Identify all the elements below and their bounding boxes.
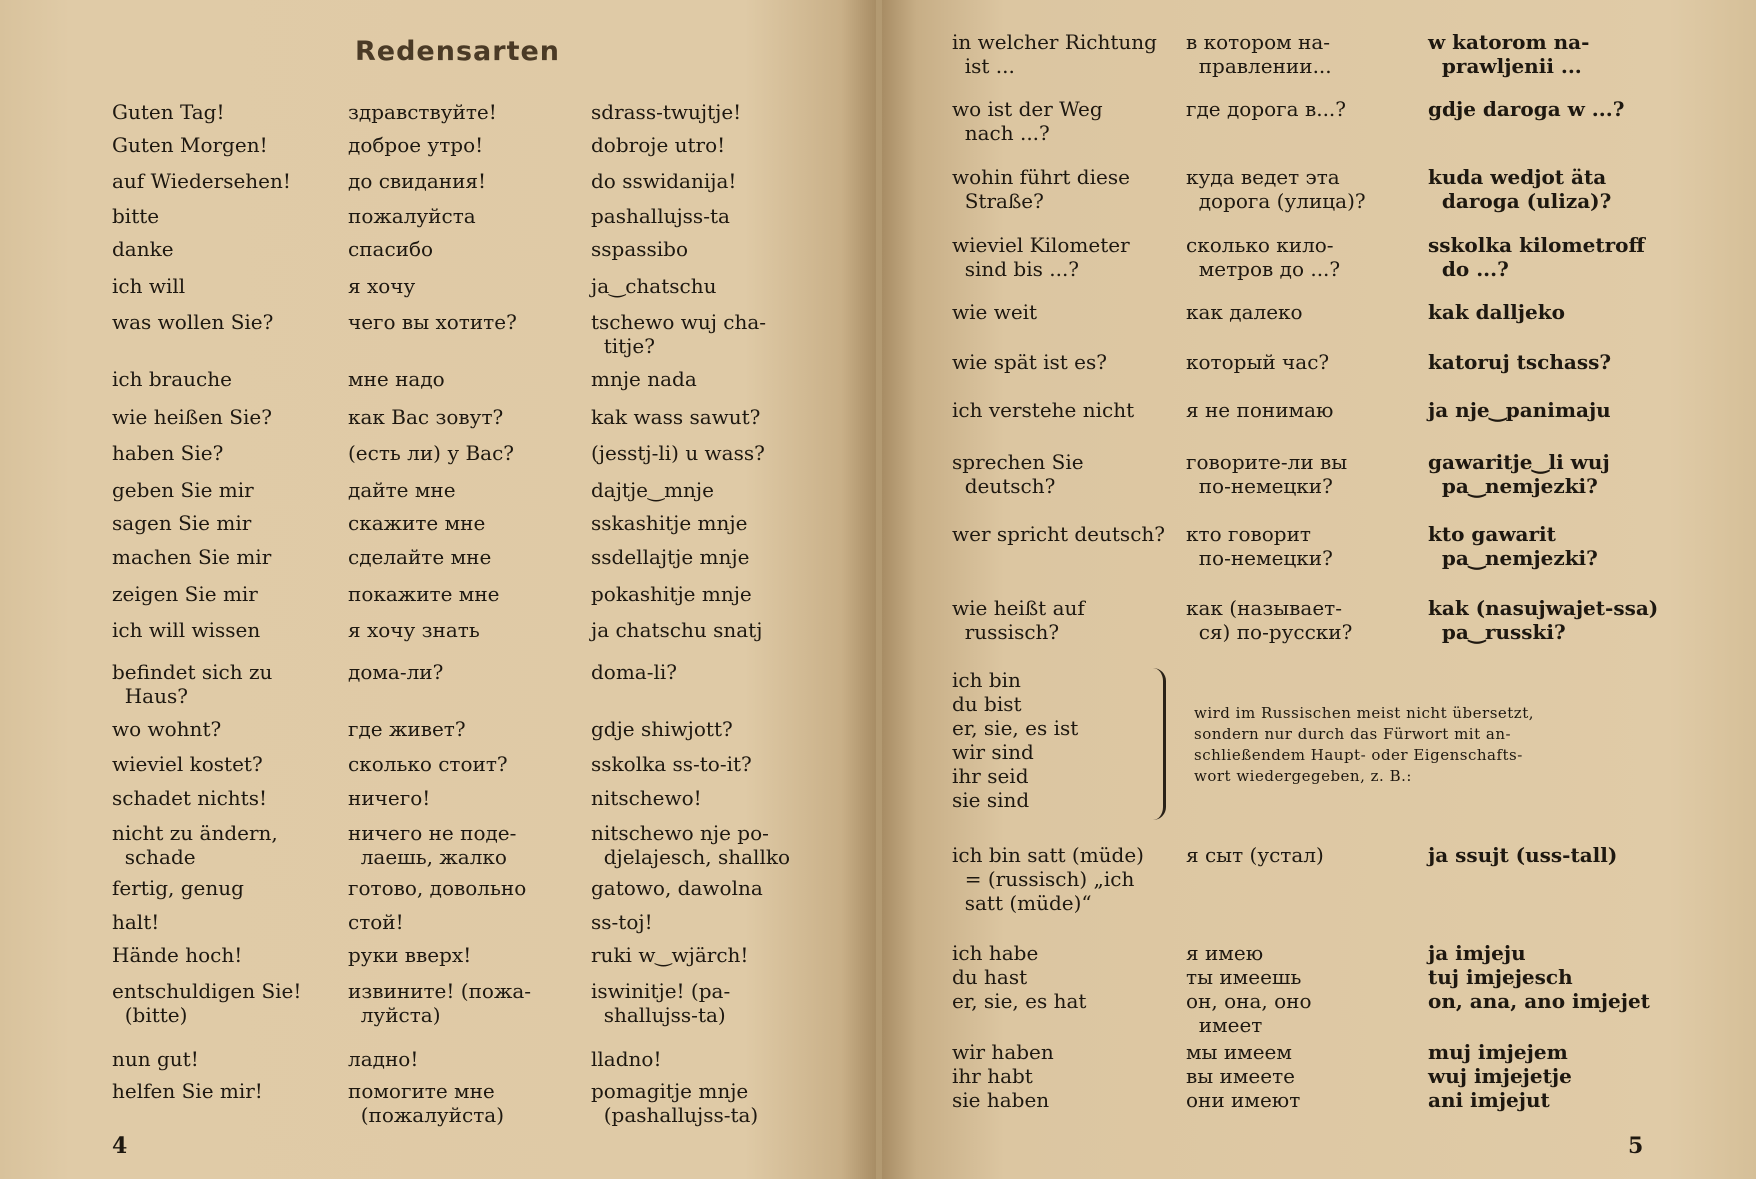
phrase-ru: скажите мне <box>348 511 486 535</box>
phrase-tr: doma-li? <box>591 660 678 684</box>
page-number-right: 5 <box>1628 1133 1644 1159</box>
phrase-ru: (есть ли) у Вас? <box>348 441 515 465</box>
phrase-tr: ja‿chatschu <box>591 274 717 298</box>
right-page <box>882 0 1756 1179</box>
phrase-tr: kak wass sawut? <box>591 405 761 429</box>
phrase-ru: чего вы хотите? <box>348 310 517 334</box>
phrase-tr: mnje nada <box>591 367 697 391</box>
phrase-tr: dajtje‿mnje <box>591 478 714 502</box>
phrase-tr: katoruj tschass? <box>1428 350 1612 374</box>
phrase-de: Hände hoch! <box>112 943 243 967</box>
grammar-note: wird im Russischen meist nicht übersetzt, sondern nur durch das Fürwort mit an- schließendem Haupt- oder Eigenschafts- wort wiedergegeben, z. B.: <box>1194 704 1534 785</box>
phrase-ru: ладно! <box>348 1047 419 1071</box>
phrase-ru: стой! <box>348 910 404 934</box>
phrase-tr: ruki w‿wjärch! <box>591 943 749 967</box>
phrase-ru: пожалуйста <box>348 204 476 228</box>
phrase-tr: gatowo, dawolna <box>591 876 763 900</box>
phrase-tr: sdrass-twujtje! <box>591 100 742 124</box>
phrase-de: ich will wissen <box>112 618 261 642</box>
phrase-ru: как Вас зовут? <box>348 405 504 429</box>
phrase-de: wieviel kostet? <box>112 752 263 776</box>
phrase-de: wie heißt auf russisch? <box>952 596 1085 644</box>
phrase-tr: nitschewo! <box>591 786 702 810</box>
phrase-tr: gdje daroga w ...? <box>1428 97 1625 121</box>
haben-ru: я имею ты имеешь он, она, оно имеет <box>1186 941 1312 1037</box>
phrase-de: halt! <box>112 910 160 934</box>
phrase-de: wie weit <box>952 300 1038 324</box>
phrase-ru: говорите-ли вы по-немецки? <box>1186 450 1348 498</box>
phrase-tr: sskashitje mnje <box>591 511 748 535</box>
phrase-ru: сколько кило- метров до ...? <box>1186 233 1341 281</box>
phrase-tr: iswinitje! (pa- shallujss-ta) <box>591 979 731 1027</box>
phrase-ru: сколько стоит? <box>348 752 508 776</box>
haben-de: ich habe du hast er, sie, es hat <box>952 941 1087 1013</box>
phrase-tr: w katorom na- prawljenii ... <box>1428 30 1590 78</box>
phrase-tr: ja chatschu snatj <box>591 618 763 642</box>
phrase-de: entschuldigen Sie! (bitte) <box>112 979 302 1027</box>
phrase-ru: я не понимаю <box>1186 398 1334 422</box>
brace <box>1153 668 1166 820</box>
phrase-de: machen Sie mir <box>112 545 272 569</box>
phrase-ru: спасибо <box>348 237 434 261</box>
phrase-ru: ничего не поде- лаешь, жалко <box>348 821 517 869</box>
phrase-de: ich verstehe nicht <box>952 398 1135 422</box>
phrase-de: befindet sich zu Haus? <box>112 660 273 708</box>
phrase-ru: я хочу <box>348 274 416 298</box>
phrase-tr: ssdellajtje mnje <box>591 545 750 569</box>
phrase-ru: как (называет- ся) по-русски? <box>1186 596 1353 644</box>
phrase-tr: gawaritje‿li wuj pa‿nemjezki? <box>1428 450 1610 498</box>
phrase-de: was wollen Sie? <box>112 310 274 334</box>
page-number-left: 4 <box>112 1133 128 1159</box>
phrase-ru: дайте мне <box>348 478 456 502</box>
phrase-tr: sskolka ss-to-it? <box>591 752 752 776</box>
phrase-de: wohin führt diese Straße? <box>952 165 1130 213</box>
phrase-ru: помогите мне (пожалуйста) <box>348 1079 505 1127</box>
phrase-ru: до свидания! <box>348 169 487 193</box>
phrase-tr: do sswidanija! <box>591 169 737 193</box>
phrase-tr: kto gawarit pa‿nemjezki? <box>1428 522 1598 570</box>
phrase-de: ich will <box>112 274 186 298</box>
phrase-ru: покажите мне <box>348 582 500 606</box>
phrase-de: wer spricht deutsch? <box>952 522 1165 546</box>
phrase-tr: (jesstj-li) u wass? <box>591 441 765 465</box>
phrase-tr: tschewo wuj cha- titje? <box>591 310 767 358</box>
phrase-tr: lladno! <box>591 1047 662 1071</box>
phrase-de: wo wohnt? <box>112 717 222 741</box>
phrase-ru: куда ведет эта дорога (улица)? <box>1186 165 1366 213</box>
phrase-de: wo ist der Weg nach ...? <box>952 97 1103 145</box>
phrase-ru: мне надо <box>348 367 445 391</box>
phrase-de: auf Wiedersehen! <box>112 169 291 193</box>
phrase-de: sagen Sie mir <box>112 511 252 535</box>
phrase-tr: ja nje‿panimaju <box>1428 398 1611 422</box>
phrase-ru: кто говорит по-немецки? <box>1186 522 1333 570</box>
phrase-ru: где живет? <box>348 717 466 741</box>
phrase-de: Guten Morgen! <box>112 133 268 157</box>
haben-tr: ja imjeju tuj imjejesch on, ana, ano imjejet <box>1428 941 1650 1013</box>
phrase-de: wieviel Kilometer sind bis ...? <box>952 233 1130 281</box>
phrase-ru: извините! (пожа- луйста) <box>348 979 532 1027</box>
haben-pl-tr: muj imjejem wuj imjejetje ani imjejut <box>1428 1040 1572 1112</box>
phrase-de: bitte <box>112 204 160 228</box>
phrase-ru: который час? <box>1186 350 1330 374</box>
phrase-tr: pashallujss-ta <box>591 204 730 228</box>
page-heading: Redensarten <box>355 36 561 67</box>
phrase-tr: dobroje utro! <box>591 133 726 157</box>
phrase-tr: sskolka kilometroff do ...? <box>1428 233 1645 281</box>
phrase-ru: ничего! <box>348 786 431 810</box>
phrase-ru: доброе утро! <box>348 133 484 157</box>
phrase-de: schadet nichts! <box>112 786 267 810</box>
phrase-tr: kak (nasujwajet-ssa) pa‿russki? <box>1428 596 1659 644</box>
haben-pl-ru: мы имеем вы имеете они имеют <box>1186 1040 1301 1112</box>
left-page <box>0 0 876 1179</box>
phrase-de: haben Sie? <box>112 441 224 465</box>
phrase-ru: я хочу знать <box>348 618 480 642</box>
phrase-de: ich brauche <box>112 367 232 391</box>
phrase-ru: дома-ли? <box>348 660 444 684</box>
phrase-de: fertig, genug <box>112 876 244 900</box>
phrase-de: zeigen Sie mir <box>112 582 258 606</box>
pronoun-list: ich bin du bist er, sie, es ist wir sind ihr seid sie sind <box>952 668 1079 812</box>
phrase-tr: pomagitje mnje (pashallujss-ta) <box>591 1079 759 1127</box>
phrase-ru: где дорога в...? <box>1186 97 1346 121</box>
phrase-de: sprechen Sie deutsch? <box>952 450 1084 498</box>
example-ru: я сыт (устал) <box>1186 843 1324 867</box>
phrase-de: nun gut! <box>112 1047 199 1071</box>
haben-pl-de: wir haben ihr habt sie haben <box>952 1040 1054 1112</box>
phrase-ru: готово, довольно <box>348 876 527 900</box>
phrase-de: danke <box>112 237 174 261</box>
phrase-ru: руки вверх! <box>348 943 472 967</box>
phrase-ru: сделайте мне <box>348 545 492 569</box>
phrase-de: nicht zu ändern, schade <box>112 821 278 869</box>
phrase-tr: kak dalljeko <box>1428 300 1565 324</box>
phrase-de: helfen Sie mir! <box>112 1079 263 1103</box>
phrase-tr: gdje shiwjott? <box>591 717 733 741</box>
example-tr: ja ssujt (uss-tall) <box>1428 843 1618 867</box>
phrase-ru: как далеко <box>1186 300 1303 324</box>
phrase-tr: nitschewo nje po- djelajesch, shallko <box>591 821 790 869</box>
example-de: ich bin satt (müde) = (russisch) „ich satt (müde)“ <box>952 843 1144 915</box>
phrase-de: wie spät ist es? <box>952 350 1107 374</box>
phrase-tr: pokashitje mnje <box>591 582 752 606</box>
phrase-de: wie heißen Sie? <box>112 405 272 429</box>
phrase-tr: kuda wedjot äta daroga (uliza)? <box>1428 165 1612 213</box>
phrase-ru: в котором на- правлении... <box>1186 30 1332 78</box>
phrase-tr: sspassibo <box>591 237 689 261</box>
phrase-ru: здравствуйте! <box>348 100 497 124</box>
phrase-de: Guten Tag! <box>112 100 225 124</box>
phrase-de: geben Sie mir <box>112 478 254 502</box>
phrase-tr: ss-toj! <box>591 910 653 934</box>
phrase-de: in welcher Richtung ist ... <box>952 30 1157 78</box>
